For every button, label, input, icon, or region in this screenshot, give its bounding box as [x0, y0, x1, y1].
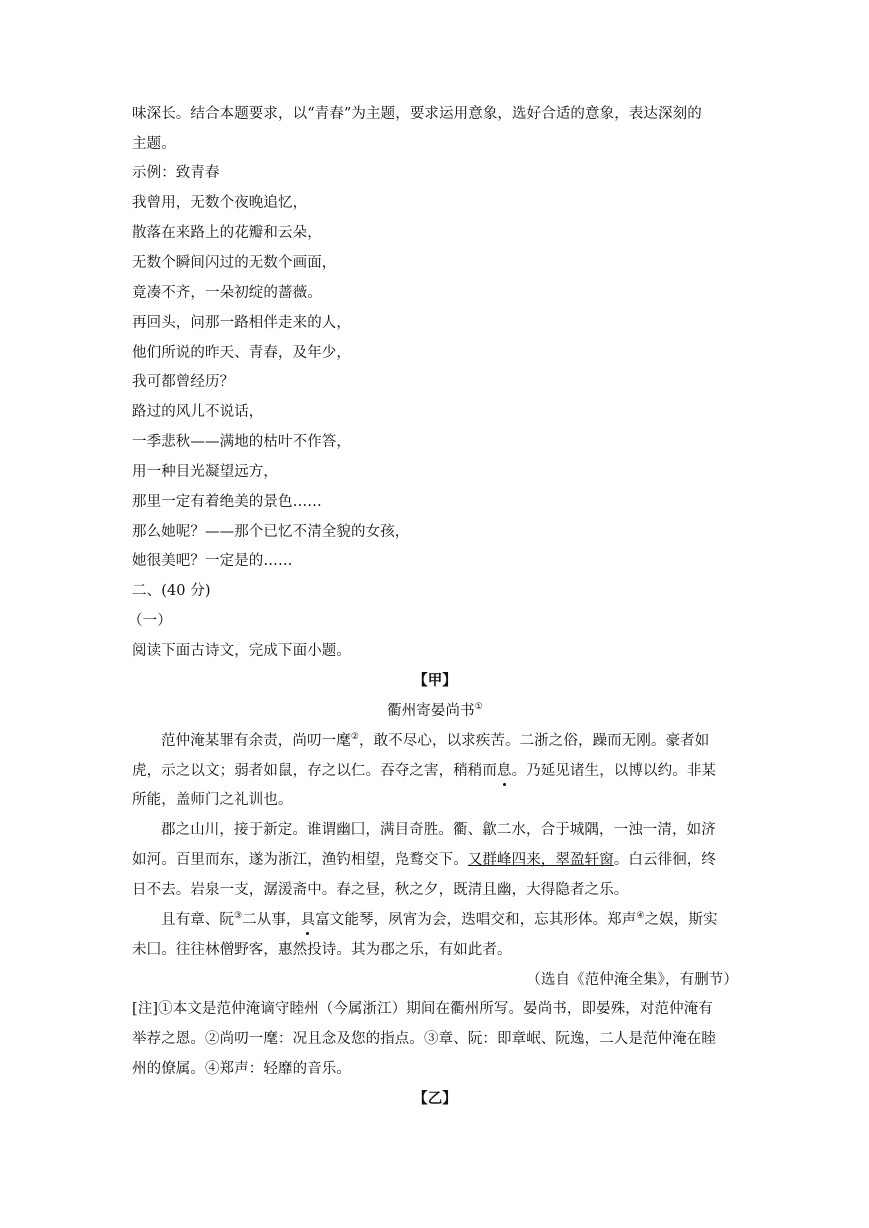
passage-jia-title	[132, 701, 738, 721]
paragraph-line	[132, 761, 738, 781]
paragraph-line: 郡之山川，接于新定。谁谓幽囗，满目奇胜。衢、歙二水，合于城隅，一浊一清，如济	[161, 822, 716, 838]
emphasis-dot-char: 具	[300, 912, 316, 928]
text-run: 且有章、阮	[161, 912, 234, 928]
poem-line: 一季悲秋——满地的枯叶不作答，	[132, 434, 351, 450]
poem-line: 那么她呢？——那个已忆不清全貌的女孩，	[132, 524, 410, 540]
text-run: 如河。百里而东，遂为浙江，渔钓相望，凫鹜交下。	[132, 852, 468, 868]
paragraph-line	[132, 850, 738, 870]
text-run: 虎，示之以文；弱者如鼠，存之以仁。吞夺之害，稍稍而	[132, 763, 497, 779]
passage-jia-label: 【甲】	[413, 672, 457, 689]
notes-line: 举荐之恩。②尚叨一麾：况且念及您的指点。③章、阮：即章岷、阮逸，二人是范仲淹在睦	[132, 1031, 716, 1047]
paragraph-line	[161, 731, 767, 751]
footnote-marker: ④	[636, 911, 645, 921]
section-subheading: （一）	[128, 613, 172, 629]
paragraph-line	[161, 910, 767, 930]
notes-line: [注]①本文是范仲淹谪守睦州（今属浙江）期间在衢州所写。晏尚书，即晏殊，对范仲淹有	[132, 1001, 713, 1017]
text-run: 范仲淹某罪有余责，尚叨一麾	[161, 733, 351, 749]
footnote-marker: ①	[474, 702, 483, 712]
poem-line: 用一种目光凝望远方，	[132, 464, 278, 480]
footnote-marker: ③	[234, 911, 243, 921]
paragraph-line: 所能，盖师门之礼训也。	[132, 792, 293, 808]
poem-line: 他们所说的昨天、青春，及年少，	[132, 345, 351, 361]
text-run: 二从事，	[242, 912, 301, 928]
paragraph-line: 未囗。往往林僧野客，惠然投诗。其为郡之乐，有如此者。	[132, 942, 512, 958]
poem-line: 散落在来路上的花瓣和云朵，	[132, 225, 322, 241]
underlined-sentence: 又群峰四来，翠盈轩窗	[467, 852, 614, 868]
text-run: ，敢不尽心，以求疾苦。二浙之俗，躁而无刚。豪者如	[358, 733, 710, 749]
source-citation: （选自《范仲淹全集》，有删节）	[526, 972, 738, 988]
poem-line: 无数个瞬间闪过的无数个画面，	[132, 255, 337, 271]
section-instruction: 阅读下面古诗文，完成下面小题。	[132, 643, 351, 659]
section-heading: 二、(40 分)	[132, 583, 211, 599]
passage-yi-label: 【乙】	[413, 1090, 457, 1107]
text-run: 。白云徘徊，终	[613, 852, 717, 868]
poem-line: 我可都曾经历？	[132, 374, 235, 390]
notes-line: 州的僚属。④郑声：轻靡的音乐。	[132, 1061, 351, 1077]
answer-text-line: 味深长。结合本题要求，以“青春”为主题，要求运用意象，选好合适的意象，表达深刻的	[132, 106, 702, 122]
answer-text-line: 主题。	[132, 136, 176, 152]
text-run: 之娱，斯实	[644, 912, 718, 928]
paragraph-line: 日不去。岩泉一支，潺湲斋中。春之昼，秋之夕，既清且幽，大得隐者之乐。	[132, 882, 629, 898]
poem-line: 我曾用，无数个夜晚追忆，	[132, 195, 308, 211]
poem-line: 再回头，问那一路相伴走来的人，	[132, 315, 351, 331]
poem-line: 路过的风儿不说话，	[132, 404, 264, 420]
title-text: 衢州寄晏尚书	[387, 703, 475, 719]
poem-line: 竟凑不齐，一朵初绽的蔷薇。	[132, 285, 322, 301]
poem-line: 她很美吧？一定是的……	[132, 553, 293, 569]
poem-line: 那里一定有着绝美的景色……	[132, 494, 322, 510]
text-run: 。乃延见诸生，以博以约。非某	[511, 763, 717, 779]
example-label: 示例：致青春	[132, 165, 220, 181]
text-run: 富文能琴，夙宵为会，迭唱交和，忘其形体。郑声	[315, 912, 637, 928]
footnote-marker: ②	[350, 732, 359, 742]
emphasis-dot-char: 息	[497, 763, 512, 779]
